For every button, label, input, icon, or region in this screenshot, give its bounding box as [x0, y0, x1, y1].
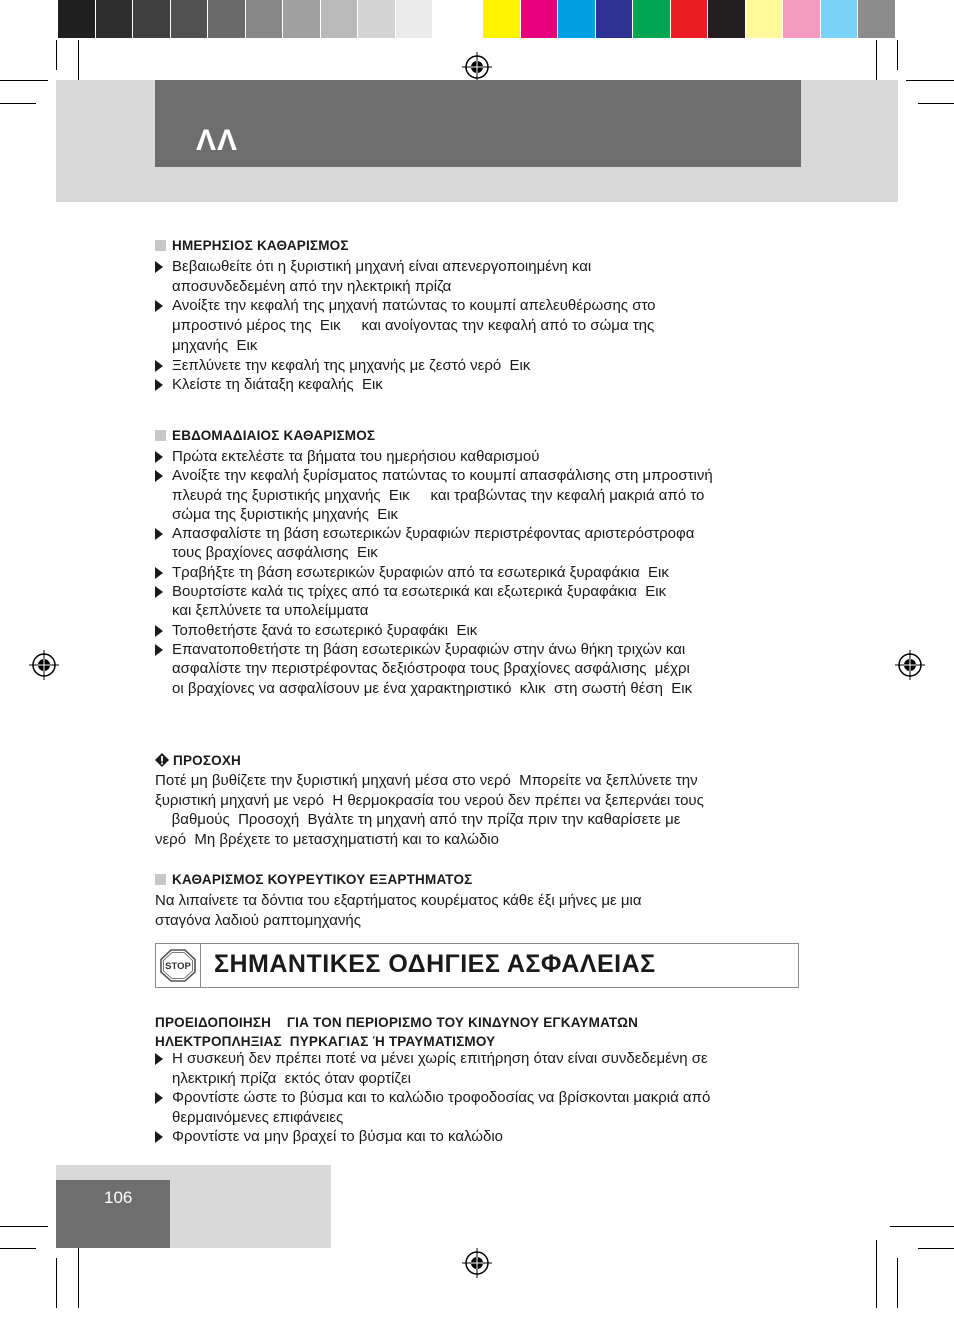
triangle-bullet-icon	[155, 1092, 163, 1104]
triangle-bullet-icon	[155, 586, 163, 598]
crop-mark	[0, 1248, 36, 1249]
triangle-bullet-icon	[155, 300, 163, 312]
list-item-text	[172, 582, 800, 621]
language-code: ΛΛ	[196, 124, 239, 157]
section-weekly-cleaning	[155, 428, 375, 443]
registration-mark-icon	[895, 650, 925, 680]
color-swatch	[246, 0, 284, 38]
list-item	[155, 582, 800, 621]
text-line: βαθμούς Προσοχή Βγάλτε τη μηχανή από την πρίζα πριν την καθαρίσετε με	[155, 811, 681, 828]
color-swatch	[633, 0, 671, 38]
crop-mark	[890, 1226, 954, 1227]
color-swatch	[596, 0, 634, 38]
crop-mark	[897, 1258, 898, 1308]
text-line: Βουρτσίστε καλά τις τρίχες από τα εσωτερικά και εξωτερικά ξυραφάκια Εικ	[172, 583, 667, 601]
triangle-bullet-icon	[155, 360, 163, 372]
stop-icon-frame	[156, 944, 201, 987]
list-item	[155, 257, 800, 296]
crop-mark	[897, 40, 898, 70]
color-swatch	[708, 0, 746, 38]
registration-mark-icon	[462, 52, 492, 82]
text-line: Επανατοποθετήστε τη βάση εσωτερικών ξυραφιών στην άνω θήκη τριχών και	[172, 641, 686, 658]
list-item-text	[172, 640, 800, 698]
page-number: 106	[104, 1188, 133, 1207]
list-item	[155, 524, 800, 563]
list-item-text	[172, 621, 800, 640]
text-line: ηλεκτρική πρίζα εκτός όταν φορτίζει	[172, 1069, 411, 1087]
crop-mark	[918, 1248, 954, 1249]
list-item	[155, 447, 800, 466]
registration-mark-icon	[29, 650, 59, 680]
crop-mark	[0, 80, 48, 81]
crop-mark	[876, 1240, 877, 1308]
color-swatch	[58, 0, 96, 38]
list-item-text	[172, 356, 800, 376]
triangle-bullet-icon	[155, 644, 163, 656]
triangle-bullet-icon	[155, 528, 163, 540]
square-bullet-icon	[155, 430, 166, 441]
color-swatch	[821, 0, 859, 38]
text-line: πλευρά της ξυριστικής μηχανής Εικ και τραβώντας την κεφαλή μακριά από το	[172, 486, 705, 504]
list-item	[155, 356, 800, 376]
text-line: Απασφαλίστε τη βάση εσωτερικών ξυραφιών περιστρέφοντας αριστερόστροφα	[172, 525, 695, 543]
color-swatch	[133, 0, 171, 38]
text-line: και ξεπλύνετε τα υπολείμματα	[172, 602, 369, 620]
color-swatch	[96, 0, 134, 38]
text-line: σταγόνα λαδιού ραπτομηχανής	[155, 911, 361, 929]
color-swatch	[283, 0, 321, 38]
list-item-text	[172, 563, 800, 582]
triangle-bullet-icon	[155, 261, 163, 273]
color-swatch	[171, 0, 209, 38]
crop-mark	[0, 103, 36, 104]
crop-mark	[56, 40, 57, 70]
text-line: τους βραχίονες ασφάλισης Εικ	[172, 544, 378, 562]
list-item	[155, 1127, 800, 1147]
grayscale-calibration-bar	[58, 0, 471, 38]
triangle-bullet-icon	[155, 451, 163, 463]
text-line: Ξεπλύνετε την κεφαλή της μηχανής με ζεστό νερό Εικ	[172, 356, 531, 374]
text-line: Τοποθετήστε ξανά το εσωτερικό ξυραφάκι Εικ	[172, 621, 478, 639]
text-line: Κλείστε τη διάταξη κεφαλής Εικ	[172, 376, 383, 394]
color-swatch	[858, 0, 896, 38]
text-line: θερμαινόμενες επιφάνειες	[172, 1108, 344, 1126]
svg-text:STOP: STOP	[165, 961, 191, 973]
text-line: αποσυνδεδεμένη από την ηλεκτρική πρίζα	[172, 277, 452, 295]
trimmer-text	[155, 891, 800, 930]
text-line: Ανοίξτε την κεφαλή της μηχανή πατώντας το κουμπί απελευθέρωσης στο	[172, 297, 656, 315]
crop-mark	[0, 1226, 48, 1227]
list-item-text	[172, 296, 800, 355]
list-item-text	[172, 1127, 800, 1147]
triangle-bullet-icon	[155, 1131, 163, 1143]
crop-mark	[918, 103, 954, 104]
list-item-text	[172, 1088, 800, 1127]
text-line: ασφαλίστε την περιστρέφοντας δεξιόστροφα τους βραχίονες ασφάλισης μέχρι	[172, 660, 690, 678]
text-line: μηχανής Εικ	[172, 336, 258, 354]
list-item-text	[172, 1049, 800, 1088]
triangle-bullet-icon	[155, 379, 163, 391]
section-heading: ΕΒΔΟΜΑΔΙΑΙΟΣ ΚΑΘΑΡΙΣΜΟΣ	[172, 428, 376, 443]
header-bar	[155, 80, 801, 167]
text-line: Να λιπαίνετε τα δόντια του εξαρτήματος κουρέματος κάθε έξι μήνες με μια	[155, 892, 642, 909]
list-item	[155, 1088, 800, 1127]
text-line: Βεβαιωθείτε ότι η ξυριστική μηχανή είναι απενεργοποιημένη και	[172, 258, 592, 275]
safety-title: ΣΗΜΑΝΤΙΚΕΣ ΟΔΗΓΙΕΣ ΑΣΦΑΛΕΙΑΣ	[214, 950, 656, 978]
color-swatch	[433, 0, 471, 38]
list-item-text	[172, 375, 800, 395]
color-swatch	[208, 0, 246, 38]
square-bullet-icon	[155, 240, 166, 251]
color-swatch	[671, 0, 709, 38]
list-item	[155, 1049, 800, 1088]
list-item	[155, 375, 800, 395]
list-item	[155, 621, 800, 640]
triangle-bullet-icon	[155, 1053, 163, 1065]
list-item	[155, 466, 800, 524]
list-item-text	[172, 447, 800, 466]
text-line: Ποτέ μη βυθίζετε την ξυριστική μηχανή μέσα στο νερό Μπορείτε να ξεπλύνετε την	[155, 772, 698, 789]
caution-text	[155, 771, 800, 849]
color-swatch	[483, 0, 521, 38]
text-line: ΗΛΕΚΤΡΟΠΛΗΞΙΑΣ ΠΥΡΚΑΓΙΑΣ Ή ΤΡΑΥΜΑΤΙΣΜΟΥ	[155, 1034, 496, 1049]
color-swatch	[521, 0, 559, 38]
registration-mark-icon	[462, 1248, 492, 1278]
text-line: ΠΡΟΕΙΔΟΠΟΙΗΣΗ ΓΙΑ ΤΟΝ ΠΕΡΙΟΡΙΣΜΟ ΤΟΥ ΚΙΝΔΥΝΟΥ ΕΓΚΑΥΜΑΤΩΝ	[155, 1015, 639, 1030]
list-item-text	[172, 524, 800, 563]
list-item-text	[172, 257, 800, 296]
color-swatch	[783, 0, 821, 38]
section-heading: ΠΡΟΣΟΧΗ	[173, 753, 242, 768]
section-trimmer-cleaning	[155, 872, 472, 887]
text-line: ξυριστική μηχανή με νερό Η θερμοκρασία του νερού δεν πρέπει να ξεπερνάει τους	[155, 791, 704, 809]
crop-mark	[56, 1258, 57, 1308]
text-line: Πρώτα εκτελέστε τα βήματα του ημερήσιου καθαρισμού	[172, 448, 540, 465]
text-line: Ανοίξτε την κεφαλή ξυρίσματος πατώντας το κουμπί απασφάλισης στη μπροστινή	[172, 467, 713, 485]
safety-title-box	[155, 943, 799, 988]
text-line: Φροντίστε να μην βραχεί το βύσμα και το καλώδιο	[172, 1128, 504, 1145]
section-heading: ΗΜΕΡΗΣΙΟΣ ΚΑΘΑΡΙΣΜΟΣ	[172, 238, 349, 253]
color-swatch	[558, 0, 596, 38]
section-daily-cleaning	[155, 238, 349, 253]
triangle-bullet-icon	[155, 567, 163, 579]
triangle-bullet-icon	[155, 470, 163, 482]
square-bullet-icon	[155, 874, 166, 885]
text-line: Τραβήξτε τη βάση εσωτερικών ξυραφιών από τα εσωτερικά ξυραφάκια Εικ	[172, 563, 669, 581]
section-caution	[155, 753, 241, 768]
text-line: οι βραχίονες να ασφαλίσουν με ένα χαρακτηριστικό κλικ στη σωστή θέση Εικ	[172, 679, 693, 697]
crop-mark	[78, 1240, 79, 1308]
color-swatch	[396, 0, 434, 38]
color-swatch	[358, 0, 396, 38]
triangle-bullet-icon	[155, 625, 163, 637]
color-swatch	[746, 0, 784, 38]
text-line: νερό Μη βρέχετε το μετασχηματιστή και το καλώδιο	[155, 830, 499, 848]
text-line: Φροντίστε ώστε το βύσμα και το καλώδιο τροφοδοσίας να βρίσκονται μακριά από	[172, 1089, 711, 1106]
text-line: Η συσκευή δεν πρέπει ποτέ να μένει χωρίς επιτήρηση όταν είναι συνδεδεμένη σε	[172, 1050, 708, 1067]
list-item-text	[172, 466, 800, 524]
text-line: σώμα της ξυριστικής μηχανής Εικ	[172, 505, 399, 523]
warning-icon	[155, 753, 169, 767]
list-item	[155, 296, 800, 355]
section-heading: ΚΑΘΑΡΙΣΜΟΣ ΚΟΥΡΕΥΤΙΚΟΥ ΕΞΑΡΤΗΜΑΤΟΣ	[172, 872, 473, 887]
process-color-calibration-bar	[483, 0, 896, 38]
crop-mark	[906, 80, 954, 81]
text-line: μπροστινό μέρος της Εικ και ανοίγοντας την κεφαλή από το σώμα της	[172, 317, 655, 335]
color-swatch	[321, 0, 359, 38]
safety-warning	[155, 1013, 638, 1051]
stop-sign-icon	[156, 944, 200, 987]
list-item	[155, 563, 800, 582]
list-item	[155, 640, 800, 698]
